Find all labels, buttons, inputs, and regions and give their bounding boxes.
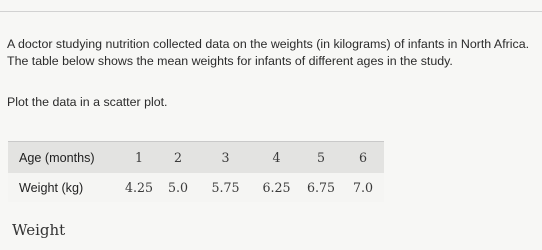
- weight-cell: 4.25: [120, 173, 158, 202]
- age-row-header: Age (months): [8, 142, 120, 174]
- weight-row-header: Weight (kg): [8, 173, 120, 202]
- data-table: [8, 141, 384, 202]
- weight-cell: 7.0: [342, 173, 384, 202]
- age-cell: 5: [300, 142, 342, 174]
- table-row-weight: [8, 173, 384, 202]
- age-cell: 6: [342, 142, 384, 174]
- weight-cell: 6.25: [253, 173, 300, 202]
- top-divider: [0, 11, 542, 12]
- age-cell: 2: [158, 142, 198, 174]
- problem-instruction: Plot the data in a scatter plot.: [7, 95, 168, 109]
- weight-cell: 6.75: [300, 173, 342, 202]
- age-cell: 4: [253, 142, 300, 174]
- problem-intro: A doctor studying nutrition collected data on the weights (in kilograms) of infants in North Africa. The table below shows the mean weights for infants of different ages in the study.: [7, 37, 530, 68]
- table-row-age: [8, 142, 384, 174]
- weight-cell: 5.75: [198, 173, 253, 202]
- y-axis-label: Weight: [12, 221, 66, 239]
- weight-cell: 5.0: [158, 173, 198, 202]
- age-cell: 3: [198, 142, 253, 174]
- age-cell: 1: [120, 142, 158, 174]
